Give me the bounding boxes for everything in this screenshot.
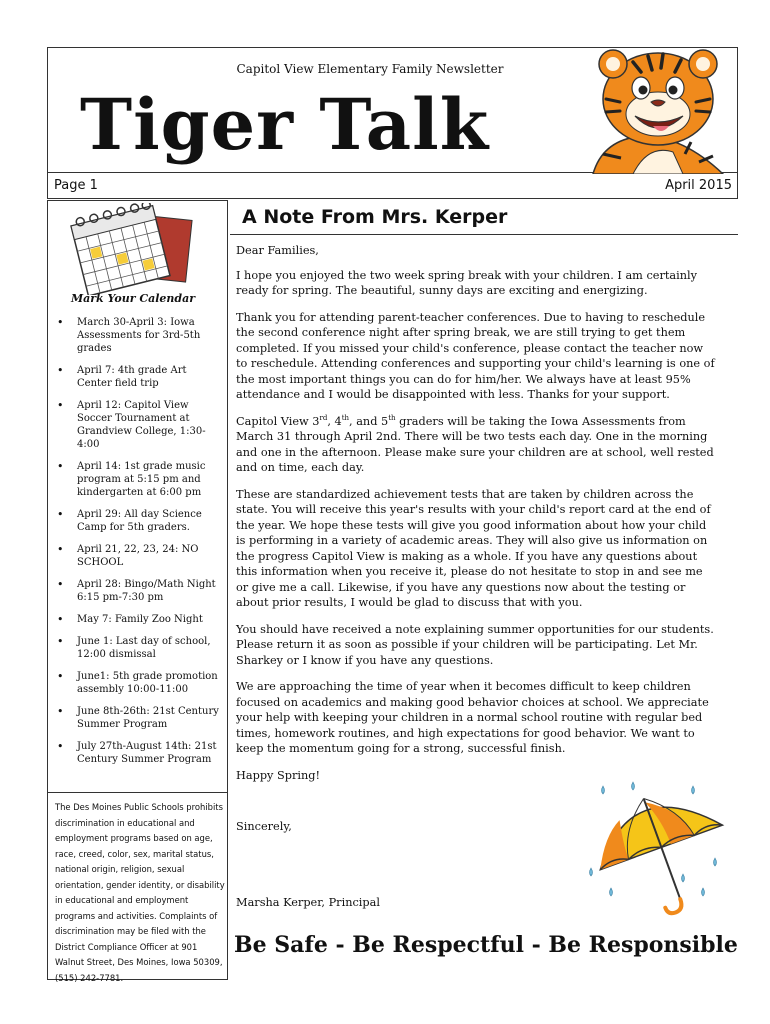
umbrella-icon — [583, 778, 728, 918]
heading-rule — [230, 234, 738, 235]
paragraph: You should have received a note explaining summer opportunities for our students. Please return it as soon as possible if your children will be participating. Let Mr. Sharkey or I know if you have any questions. — [236, 622, 714, 667]
article-body — [236, 243, 718, 794]
newsletter-title: Tiger Talk — [80, 83, 490, 166]
signature: Marsha Kerper, Principal — [236, 896, 380, 909]
list-item: • April 12: Capitol View Soccer Tournament at Grandview College, 1:30-4:00 — [55, 399, 220, 451]
paragraph: Capitol View 3rd, 4th, and 5th graders will be taking the Iowa Assessments from March 31 through April 2nd. There will be two tests each day. One in the morning and one in the afternoon. Please make sure your children are at school, well rested and on time, each day. — [236, 413, 714, 474]
paragraph: I hope you enjoyed the two week spring break with your children. I am certainly ready for spring. The beautiful, sunny days are exciting and energizing. — [236, 268, 698, 297]
list-item: • April 28: Bingo/Math Night 6:15 pm-7:30 pm — [55, 578, 220, 604]
paragraph: These are standardized achievement tests that are taken by children across the state. You will receive this year's results with your child's report card at the end of the year. We hope these tests will give you good information about how your child is performing in a variety of academic areas. They will also give us information on the progress Capitol View is making as a whole. If you have any questions about this information when you receive it, please do not hesitate to stop in and see me or give me a call. Likewise, if you have any questions now about the testing or about prior results, I would be glad to discuss that with you. — [236, 487, 711, 609]
list-item: • April 7: 4th grade Art Center field trip — [55, 364, 220, 390]
list-item: • May 7: Family Zoo Night — [55, 613, 220, 626]
calendar-icon — [65, 203, 195, 295]
event-list — [55, 316, 220, 775]
list-item: • April 21, 22, 23, 24: NO SCHOOL — [55, 543, 220, 569]
article-heading: A Note From Mrs. Kerper — [242, 206, 508, 228]
sidebar-divider — [47, 792, 228, 793]
paragraph: We are approaching the time of year when it becomes difficult to keep children focused on academics and making good behavior choices at school. We appreciate your help with keeping your children in a normal school routine with regular bed times, homework routines, and high expectations for good behavior. We want to keep the momentum going for a strong, successful finish. — [236, 680, 709, 755]
newsletter-subtitle: Capitol View Elementary Family Newsletter — [236, 62, 504, 76]
list-item: • June 1: Last day of school, 12:00 dismissal — [55, 635, 220, 661]
issue-date: April 2015 — [665, 178, 732, 193]
school-motto: Be Safe - Be Respectful - Be Responsible — [234, 932, 738, 958]
list-item: • July 27th-August 14th: 21st Century Summer Program — [55, 740, 220, 766]
tiger-mascot-icon — [573, 44, 733, 174]
list-item: • June 8th-26th: 21st Century Summer Program — [55, 705, 220, 731]
list-item: • June1: 5th grade promotion assembly 10:00-11:00 — [55, 670, 220, 696]
paragraph: Thank you for attending parent-teacher conferences. Due to having to reschedule the second conference night after spring break, we are still trying to get them completed. If you missed your child's conference, please contact the teacher now to reschedule. Attending conferences and supporting your child's learning is one of the most important things you can do for him/her. We always have at least 95% attendance and I would be disappointed with less. Thanks for your support. — [236, 310, 715, 401]
nondiscrimination-notice: The Des Moines Public Schools prohibits discrimination in educational and employment programs based on age, race, creed, color, sex, marital status, national origin, religion, sexual orientation, gender identity, or disability in educational and employment programs and activities. Complaints of discrimination may be filed with the District Compliance Officer at 901 Walnut Street, Des Moines, Iowa 50309, (515) 242-7781. — [55, 802, 225, 983]
sign-off: Sincerely, — [236, 820, 292, 833]
list-item: • April 29: All day Science Camp for 5th graders. — [55, 508, 220, 534]
calendar-heading: Mark Your Calendar — [70, 292, 196, 305]
salutation: Dear Families, — [236, 244, 319, 257]
list-item: • April 14: 1st grade music program at 5:15 pm and kindergarten at 6:00 pm — [55, 460, 220, 499]
page-number: Page 1 — [54, 178, 98, 193]
closing-wish: Happy Spring! — [236, 768, 321, 782]
list-item: • March 30-April 3: Iowa Assessments for 3rd-5th grades — [55, 316, 220, 355]
